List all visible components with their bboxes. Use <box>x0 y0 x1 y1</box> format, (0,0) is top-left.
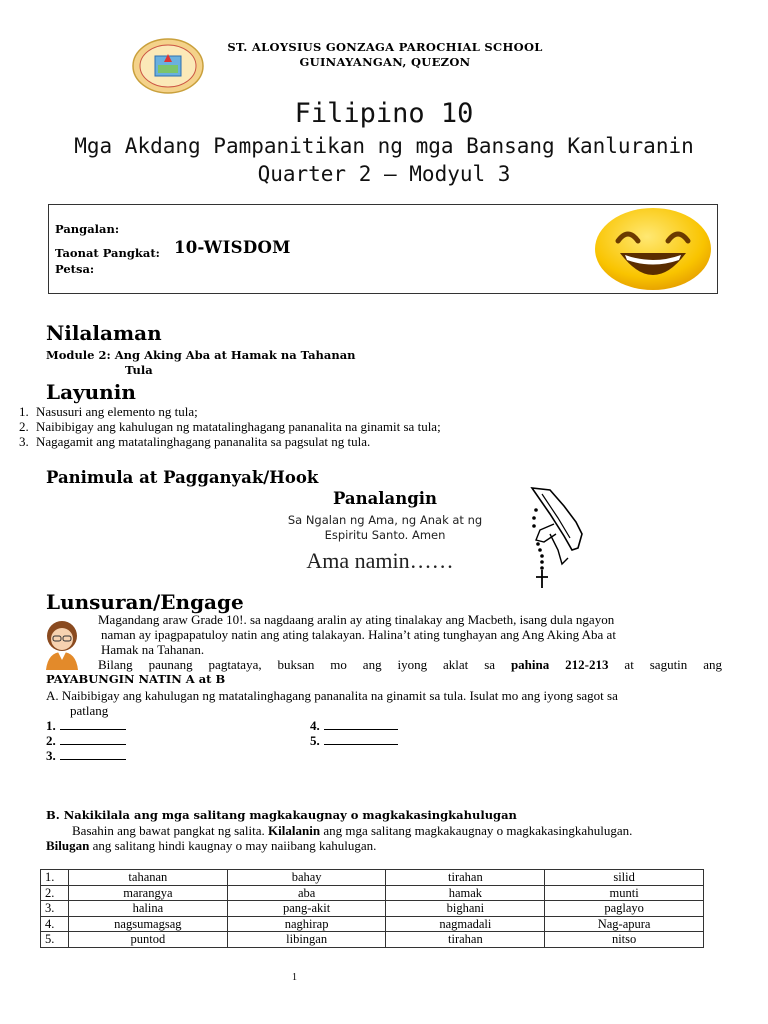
blank-number: 1. <box>46 718 56 733</box>
blank-number: 3. <box>46 748 56 763</box>
word-cell[interactable]: tirahan <box>386 932 545 948</box>
prayer-line: Espiritu Santo. Amen <box>324 528 446 542</box>
objectives-heading: Layunin <box>46 380 136 404</box>
school-name: ST. ALOYSIUS GONZAGA PAROCHIAL SCHOOL <box>227 40 543 54</box>
answer-blank-5[interactable] <box>310 733 398 749</box>
instruction-line: patlang <box>70 703 109 718</box>
paragraph-line: Hamak na Tahanan. <box>101 642 205 657</box>
word-cell[interactable]: munti <box>545 885 704 901</box>
module-title: Quarter 2 – Modyul 3 <box>257 162 511 186</box>
contents-heading: Nilalaman <box>46 321 162 345</box>
subject-title: Filipino 10 <box>294 98 474 129</box>
answer-blank-3[interactable] <box>46 748 126 764</box>
instruction-line: A. Naibibigay ang kahulugan ng matatalinghagang pananalita na ginamit sa tula. Isulat mo ang iyong sagot sa <box>46 688 618 703</box>
word-cell[interactable]: marangya <box>68 885 227 901</box>
page-number: 1 <box>292 972 297 983</box>
school-location: GUINAYANGAN, QUEZON <box>299 55 471 69</box>
part-b-heading: B. Nakikilala ang mga salitang magkakaugnay o magkakasingkahulugan <box>46 808 517 822</box>
word-cell[interactable]: bahay <box>227 870 386 886</box>
teacher-avatar-icon <box>34 614 90 670</box>
answer-line[interactable] <box>60 749 126 760</box>
prayer-opening: Ama namin…… <box>306 548 454 573</box>
engage-heading: Lunsuran/Engage <box>46 590 244 614</box>
paragraph-text: at sagutin ang <box>608 657 722 672</box>
table-row <box>41 885 704 901</box>
blank-number: 4. <box>310 718 320 733</box>
row-number: 1. <box>41 870 69 886</box>
word-cell[interactable]: tirahan <box>386 870 545 886</box>
prayer-text <box>265 513 505 543</box>
intro-heading: Panimula at Pagganyak/Hook <box>46 468 319 487</box>
name-label: Pangalan: <box>55 222 120 236</box>
table-row <box>41 870 704 886</box>
paragraph-line: naman ay ipagpapatuloy natin ang ating talakayan. Halina’t ating tunghayan ang Ang Aking Aba at <box>101 627 616 642</box>
table-row <box>41 932 704 948</box>
answer-line[interactable] <box>60 734 126 745</box>
genre-label: Tula <box>125 363 153 377</box>
instruction-keyword: Bilugan <box>46 838 90 853</box>
word-cell[interactable]: nitso <box>545 932 704 948</box>
row-number: 3. <box>41 901 69 917</box>
objective-item: 2. Naibibigay ang kahulugan ng matatalinghagang pananalita na ginamit sa tula; <box>32 419 634 434</box>
activity-title: PAYABUNGIN NATIN A at B <box>46 672 226 686</box>
topic-title: Mga Akdang Pampanitikan ng mga Bansang Kanluranin <box>74 134 694 158</box>
part-b-instruction <box>72 823 732 838</box>
engage-paragraph-2 <box>98 657 722 672</box>
answer-line[interactable] <box>324 719 398 730</box>
word-cell[interactable]: Nag-apura <box>545 916 704 932</box>
prayer-title: Panalangin <box>332 489 438 508</box>
word-cell[interactable]: puntod <box>68 932 227 948</box>
instruction-keyword: Kilalanin <box>268 823 321 838</box>
word-cell[interactable]: nagmadali <box>386 916 545 932</box>
paragraph-text: Bilang paunang pagtataya, buksan mo ang iyong aklat sa <box>98 657 511 672</box>
date-label: Petsa: <box>55 262 95 276</box>
word-cell[interactable]: paglayo <box>545 901 704 917</box>
grade-value: 10-WISDOM <box>174 238 291 257</box>
school-header <box>210 40 560 70</box>
word-cell[interactable]: nagsumagsag <box>68 916 227 932</box>
objective-item: 1. Nasusuri ang elemento ng tula; <box>32 404 634 419</box>
engage-paragraph-1 <box>98 612 720 657</box>
word-cell[interactable]: tahanan <box>68 870 227 886</box>
smiley-emoji-icon <box>594 207 712 291</box>
answer-blank-2[interactable] <box>46 733 126 749</box>
instruction-text: ang mga salitang magkakaugnay o magkakasingkahulugan. <box>320 823 633 838</box>
instruction-text: Basahin ang bawat pangkat ng salita. <box>72 823 269 838</box>
table-row <box>41 901 704 917</box>
answer-blank-4[interactable] <box>310 718 398 734</box>
praying-hands-icon <box>520 484 592 590</box>
word-cell[interactable]: naghirap <box>227 916 386 932</box>
word-cell[interactable]: aba <box>227 885 386 901</box>
objectives-list <box>14 404 634 449</box>
word-cell[interactable]: hamak <box>386 885 545 901</box>
answer-line[interactable] <box>60 719 126 730</box>
objective-item: 3. Nagagamit ang matatalinghagang pananalita sa pagsulat ng tula. <box>32 434 634 449</box>
page-reference: pahina 212-213 <box>510 657 609 672</box>
blank-number: 5. <box>310 733 320 748</box>
word-cell[interactable]: pang-akit <box>227 901 386 917</box>
row-number: 4. <box>41 916 69 932</box>
answer-blank-1[interactable] <box>46 718 126 734</box>
word-cell[interactable]: bighani <box>386 901 545 917</box>
blank-number: 2. <box>46 733 56 748</box>
prayer-line: Sa Ngalan ng Ama, ng Anak at ng <box>287 513 483 527</box>
row-number: 2. <box>41 885 69 901</box>
word-groups-table <box>40 869 704 948</box>
part-a-instruction <box>46 688 726 718</box>
word-cell[interactable]: libingan <box>227 932 386 948</box>
instruction-text: ang salitang hindi kaugnay o may naiibang kahulugan. <box>89 838 377 853</box>
paragraph-line: Magandang araw Grade 10!. sa nagdaang aralin ay ating tinalakay ang Macbeth, isang dula ngayon <box>98 612 615 627</box>
grade-label: Taonat Pangkat: <box>55 246 160 260</box>
row-number: 5. <box>41 932 69 948</box>
answer-line[interactable] <box>324 734 398 745</box>
table-row <box>41 916 704 932</box>
word-cell[interactable]: silid <box>545 870 704 886</box>
part-b-instruction-2 <box>46 838 376 853</box>
module-line: Module 2: Ang Aking Aba at Hamak na Tahanan <box>46 348 356 362</box>
school-seal-logo <box>132 38 204 94</box>
word-cell[interactable]: halina <box>68 901 227 917</box>
